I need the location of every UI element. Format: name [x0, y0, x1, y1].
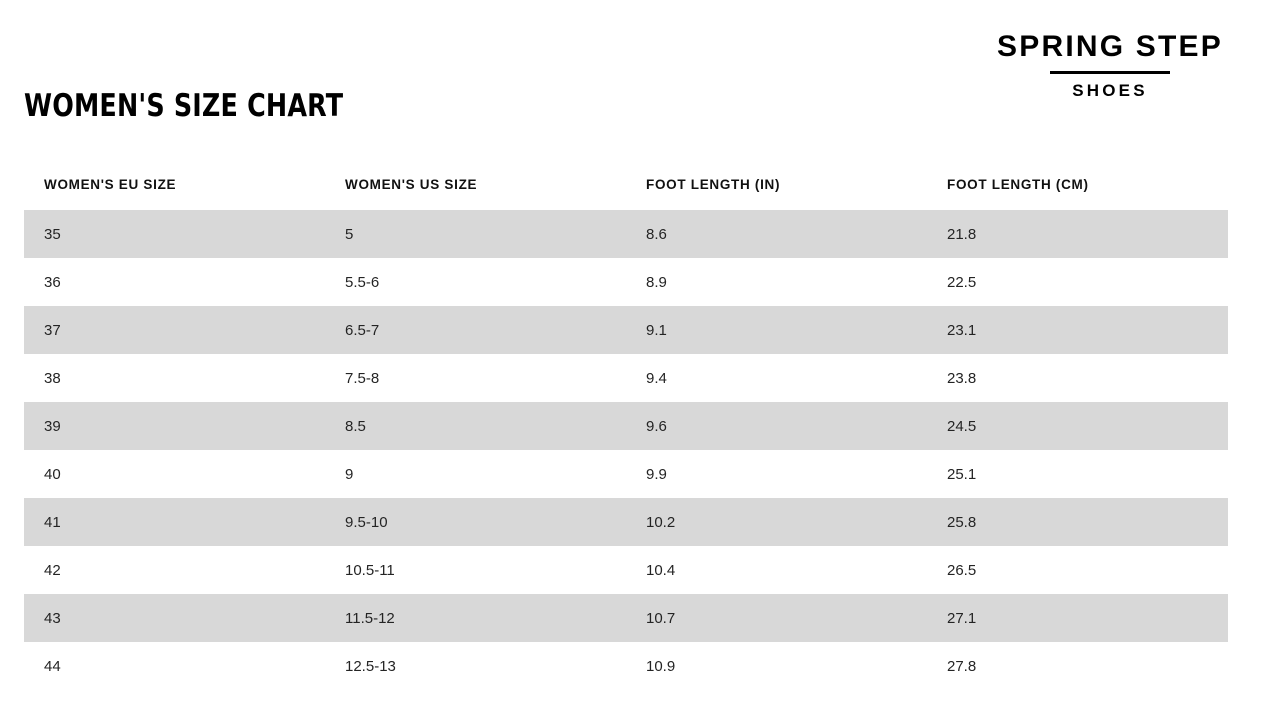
cell-foot-length-cm: 22.5 — [927, 258, 1228, 306]
cell-foot-length-in: 10.9 — [626, 642, 927, 690]
table-row — [24, 642, 1228, 690]
table-body — [24, 210, 1228, 690]
cell-eu-size: 37 — [24, 306, 325, 354]
cell-eu-size: 39 — [24, 402, 325, 450]
page-title: WOMEN'S SIZE CHART — [24, 88, 344, 124]
cell-eu-size: 42 — [24, 546, 325, 594]
cell-us-size: 5 — [325, 210, 626, 258]
table-row — [24, 210, 1228, 258]
cell-eu-size: 44 — [24, 642, 325, 690]
cell-foot-length-in: 8.6 — [626, 210, 927, 258]
brand-subtitle: SHOES — [1072, 81, 1148, 100]
cell-eu-size: 43 — [24, 594, 325, 642]
column-header-foot-length-in: FOOT LENGTH (IN) — [646, 176, 781, 192]
column-header-us-size: WOMEN'S US SIZE — [345, 176, 478, 192]
cell-foot-length-in: 10.2 — [626, 498, 927, 546]
column-header-foot-length-cm: FOOT LENGTH (CM) — [947, 176, 1089, 192]
cell-us-size: 12.5-13 — [325, 642, 626, 690]
cell-foot-length-cm: 27.8 — [927, 642, 1228, 690]
table-row — [24, 354, 1228, 402]
cell-eu-size: 36 — [24, 258, 325, 306]
brand-divider — [1050, 71, 1170, 74]
cell-eu-size: 41 — [24, 498, 325, 546]
cell-foot-length-in: 9.4 — [626, 354, 927, 402]
table-row — [24, 258, 1228, 306]
cell-us-size: 9 — [325, 450, 626, 498]
cell-foot-length-cm: 23.1 — [927, 306, 1228, 354]
table-row — [24, 594, 1228, 642]
table-row — [24, 402, 1228, 450]
cell-foot-length-cm: 24.5 — [927, 402, 1228, 450]
cell-eu-size: 38 — [24, 354, 325, 402]
cell-us-size: 11.5-12 — [325, 594, 626, 642]
cell-foot-length-in: 10.7 — [626, 594, 927, 642]
brand-name: SPRING STEP — [997, 30, 1223, 63]
cell-us-size: 9.5-10 — [325, 498, 626, 546]
table-row — [24, 450, 1228, 498]
size-chart-table — [24, 160, 1228, 690]
cell-foot-length-cm: 27.1 — [927, 594, 1228, 642]
brand-logo — [980, 32, 1240, 101]
cell-foot-length-cm: 25.8 — [927, 498, 1228, 546]
cell-us-size: 7.5-8 — [325, 354, 626, 402]
cell-foot-length-cm: 26.5 — [927, 546, 1228, 594]
cell-foot-length-in: 9.1 — [626, 306, 927, 354]
cell-us-size: 5.5-6 — [325, 258, 626, 306]
cell-foot-length-in: 8.9 — [626, 258, 927, 306]
cell-foot-length-cm: 25.1 — [927, 450, 1228, 498]
cell-eu-size: 35 — [24, 210, 325, 258]
table-header — [24, 160, 1228, 210]
cell-foot-length-cm: 21.8 — [927, 210, 1228, 258]
table-row — [24, 498, 1228, 546]
column-header-eu-size: WOMEN'S EU SIZE — [44, 176, 177, 192]
cell-foot-length-cm: 23.8 — [927, 354, 1228, 402]
table-row — [24, 306, 1228, 354]
cell-us-size: 8.5 — [325, 402, 626, 450]
cell-foot-length-in: 9.9 — [626, 450, 927, 498]
table-row — [24, 546, 1228, 594]
cell-us-size: 6.5-7 — [325, 306, 626, 354]
cell-foot-length-in: 9.6 — [626, 402, 927, 450]
table-header-row — [24, 160, 1228, 210]
cell-us-size: 10.5-11 — [325, 546, 626, 594]
cell-foot-length-in: 10.4 — [626, 546, 927, 594]
cell-eu-size: 40 — [24, 450, 325, 498]
